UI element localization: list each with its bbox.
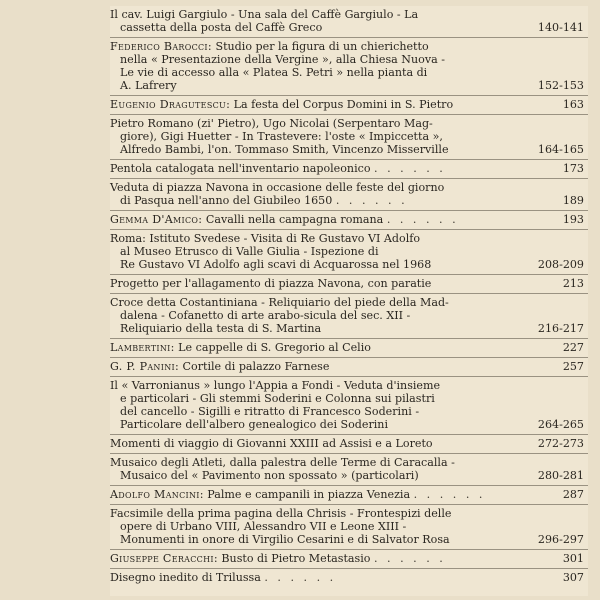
entry-line: Alfredo Bambi, l'on. Tommaso Smith, Vincenzo Misserville [120,143,449,156]
toc-entry [110,160,588,179]
page-number: 189 [562,194,584,207]
entry-line: Croce detta Costantiniana - Reliquiario del piede della Mad- [110,296,449,309]
toc-entry [110,96,588,115]
entry-line: Momenti di viaggio di Giovanni XXIII ad Assisi e a Loreto [110,437,433,450]
page-number: 272-273 [537,437,584,450]
entry-line: e particolari - Gli stemmi Soderini e Colonna sui pilastri [120,392,435,405]
entry-author: Lambertini: [110,341,175,354]
entry-author: G. P. Panini: [110,360,179,373]
entry-line: Musaico degli Atleti, dalla palestra delle Terme di Caracalla - [110,456,455,469]
table-of-contents [110,6,588,596]
entry-line: del cancello - Sigilli e ritratto di Francesco Soderini - [120,405,420,418]
page-number: 164-165 [537,143,584,156]
entry-author: Eugenio Dragutescu: [110,98,231,111]
entry-line: Studio per la figura di un chierichetto [211,40,429,53]
entry-line: La festa del Corpus Domini in S. Pietro [230,98,454,111]
dot-leader: . . . . . . [386,213,459,226]
toc-entry [110,211,588,230]
entry-author: Gemma D'Amico: [110,213,203,226]
dot-leader: . . . . . . [335,194,408,207]
toc-entry [110,486,588,505]
entry-author: Federico Barocci: [110,40,212,53]
entry-line: Pietro Romano (zi' Pietro), Ugo Nicolai (Serpentaro Mag- [110,117,433,130]
toc-entry [110,377,588,435]
toc-entry [110,294,588,339]
page-number: 264-265 [537,418,584,431]
entry-line: Le vie di accesso alla « Platea S. Petri » nella pianta di [120,66,428,79]
entry-line: Particolare dell'albero genealogico dei Soderini [120,418,389,431]
entry-author: Adolfo Mancini: [110,488,204,501]
page-number: 173 [562,162,584,175]
page-number: 307 [562,571,584,584]
entry-line: al Museo Etrusco di Valle Giulia - Ispezione di [120,245,379,258]
dot-leader: . . . . . . [374,162,446,175]
entry-line: Palme e campanili in piazza Venezia [203,488,411,501]
entry-line: Roma: Istituto Svedese - Visita di Re Gustavo VI Adolfo [110,232,421,245]
toc-entry [110,6,588,38]
entry-line: Le cappelle di S. Gregorio al Celio [174,341,371,354]
entry-line: di Pasqua nell'anno del Giubileo 1650 [120,194,333,207]
page-number: 227 [562,341,584,354]
entry-line: giore), Gigi Huetter - In Trastevere: l'oste « Impiccetta », [120,130,443,143]
toc-entry [110,230,588,275]
entry-line: Busto di Pietro Metastasio [217,552,371,565]
entry-line: Progetto per l'allagamento di piazza Navona, con paratie [110,277,432,290]
toc-entry [110,358,588,377]
dot-leader: . . . . . . [413,488,486,501]
entry-line: A. Lafrery [120,79,177,92]
page-number: 140-141 [537,21,584,34]
toc-entry [110,339,588,358]
entry-line: Monumenti in onore di Virgilio Cesarini e di Salvator Rosa [120,533,450,546]
page-number: 216-217 [537,322,584,335]
entry-line: cassetta della posta del Caffè Greco [120,21,323,34]
entry-line: Veduta di piazza Navona in occasione delle feste del giorno [110,181,445,194]
toc-entry [110,550,588,569]
entry-line: Cavalli nella campagna romana [202,213,384,226]
page-number: 152-153 [537,79,584,92]
entry-line: Cortile di palazzo Farnese [179,360,330,373]
toc-entry [110,115,588,160]
entry-line: Il cav. Luigi Gargiulo - Una sala del Caffè Gargiulo - La [110,8,419,21]
page-number: 287 [562,488,584,501]
entry-line: Re Gustavo VI Adolfo agli scavi di Acquarossa nel 1968 [120,258,432,271]
entry-line: nella « Presentazione della Vergine », alla Chiesa Nuova - [120,53,445,66]
entry-author: Giuseppe Ceracchi: [110,552,218,565]
toc-entry [110,505,588,550]
toc-entry [110,569,588,587]
page-number: 208-209 [537,258,584,271]
entry-line: Facsimile della prima pagina della Chrisis - Frontespizi delle [110,507,452,520]
page-number: 296-297 [537,533,584,546]
dot-leader: . . . . . . [264,571,337,584]
toc-entry [110,38,588,96]
toc-entry [110,435,588,454]
page-number: 213 [562,277,584,290]
dot-leader: . . . . . . [374,552,446,565]
entry-line: dalena - Cofanetto di arte arabo-sicula del sec. XII - [120,309,411,322]
toc-entry [110,275,588,294]
entry-line: Reliquiario della testa di S. Martina [120,322,322,335]
toc-entry [110,179,588,211]
entry-line: Pentola catalogata nell'inventario napoleonico [110,162,371,175]
page-number: 257 [562,360,584,373]
page-number: 280-281 [537,469,584,482]
toc-entry [110,454,588,486]
page-number: 163 [562,98,584,111]
page-number: 301 [562,552,584,565]
entry-line: Il « Varronianus » lungo l'Appia a Fondi - Veduta d'insieme [110,379,441,392]
page-number: 193 [562,213,584,226]
entry-line: Disegno inedito di Trilussa [110,571,261,584]
entry-line: opere di Urbano VIII, Alessandro VII e Leone XIII - [120,520,407,533]
entry-line: Musaico del « Pavimento non spossato » (particolari) [120,469,419,482]
